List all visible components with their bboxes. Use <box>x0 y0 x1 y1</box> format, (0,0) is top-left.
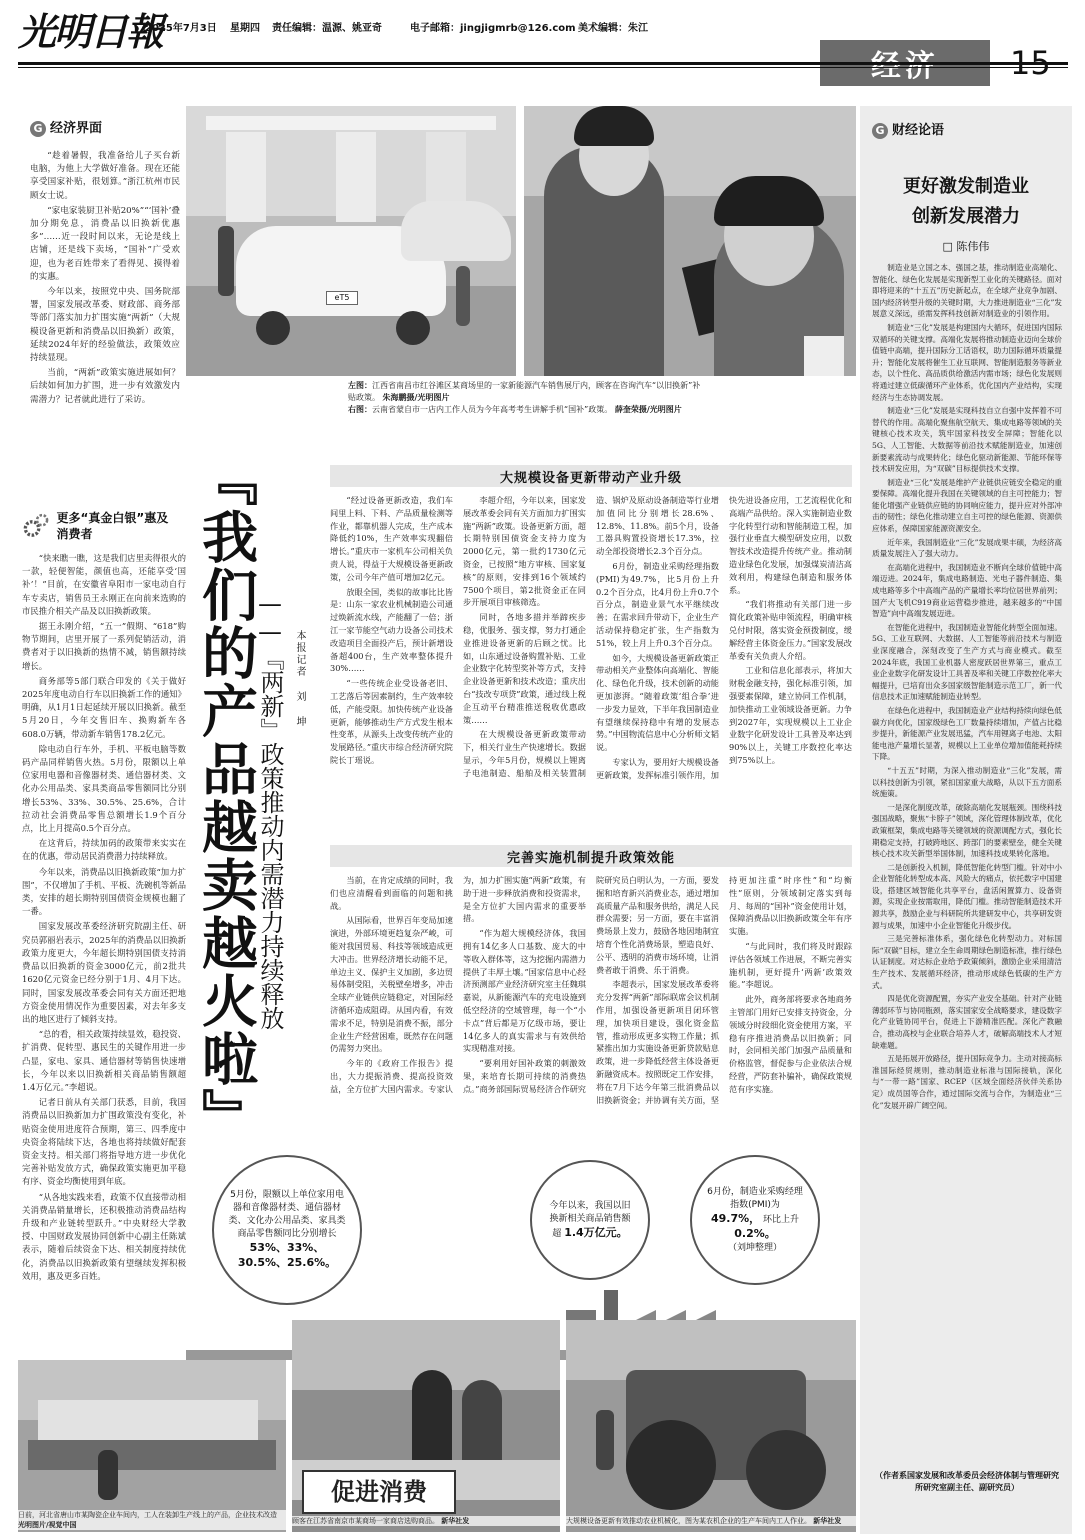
gear-icon <box>22 509 50 543</box>
body-paragraph: 三是完善标准体系，强化绿色化转型动力。对标国际“双碳”目标，建立全生命周期绿色制造标准，推行绿色认证制度。对达标企业给予政策倾斜，激励企业采用清洁生产技术、发展循环经济，推动形成绿色低碳的生产方式。 <box>872 934 1062 990</box>
section-heading-equipment <box>330 465 852 487</box>
body-paragraph: 国家发展改革委经济研究院副主任、研究员郭丽岩表示，2025年的消费品以旧换新政策力度更大，今年超长期特别国债支持消费品以旧换新的资金3000亿元，前2批共1620亿元资金已经分别于1月、4月下达。同时，国家发展改革委会同有关方面还把地方资金使用情况作为重要因素，对去年多支出的地区进行了倾斜支持。 <box>22 921 186 1024</box>
headline-subtitle: ——『两新』政策推动内需潜力持续释放 <box>256 590 284 1030</box>
g-logo-icon: G <box>30 121 46 137</box>
intro-paragraph: 今年以来，按照党中央、国务院部署，国家发展改革委、财政部、商务部等部门落实加力扩围实施“两新”（大规模设备更新和消费品以旧换新）政策，延续2024年好的经验做法，政策效应持续显现。 <box>30 287 180 364</box>
body-paragraph: 李超介绍，今年以来，国家发展改革委会同有关方面加力扩围实施“两新”政策。设备更新方面，超长期特别国债资金支持力度为2000亿元，第一批约1730亿元资金，已按照“地方审核、国家复核”的原则，安排到16个领域约7500个项目，第2批资金正在同步开展项目审核筛选。 <box>463 495 586 608</box>
body-paragraph: “与此同时，我们将及时跟踪评估各领域工作进展，不断完善实施机制，更好提升‘两新’政策效能。”李超说。 <box>729 940 852 990</box>
opinion-body <box>872 262 1062 1460</box>
body-paragraph: 在这背后，持续加码的政策带来实实在在的优惠，带动居民消费潜力持续释放。 <box>22 838 186 862</box>
opinion-author-note: （作者系国家发展和改革委员会经济体制与管理研究所研究室副主任、副研究员） <box>875 1471 1059 1492</box>
caption-text: 江西省南昌市红谷滩区某商场里的一家新能源汽车销售展厅内，顾客在咨询汽车“以旧换新”补贴政策。 <box>348 381 701 402</box>
issue-weekday: 星期四 <box>230 23 260 34</box>
main-headline: 『我们的产品越卖越火啦』 <box>193 450 259 1146</box>
body-paragraph: 制造业“三化”发展是实现科技自立自强中发挥着不可替代的作用。高端化聚焦航空航天、集成电路等领域的关键核心技术攻关，筑牢国家科技安全屏障；智能化以5G、人工智能、大数据等前沿技术赋能制造业，加速创新要素流动与成果转化；绿色化驱动新能源、节能环保等技术研发应用，为“双碳”目标提供技术支撑。 <box>872 406 1062 474</box>
caption-label: 左图： <box>348 381 372 390</box>
body-paragraph: 制造业“三化”发展是维护产业链供应链安全稳定的重要保障。高端化提升我国在关键领域的自主可控能力；智能化增强产业链供应链的协同响应能力，提升应对外部冲击的韧性；绿色化推动建立自主可控的绿色能源、资源供应体系，保障国家能源资源安全。 <box>872 477 1062 534</box>
stat-text: 6月份，制造业采购经理指数(PMI)为 <box>707 1186 803 1210</box>
body-paragraph: 在智能化进程中，我国制造业智能化转型全面加速。5G、工业互联网、大数据、人工智能等前沿技术与制造业深度融合，深刻改变了生产方式与商业模式。截至2024年底，我国工业机器人密度跃居世界第三，重点工业企业数字化研发设计工具普及率和关键工序数控化率大幅提升，已培育出众多国家级智能制造示范工厂，新一代信息技术正加速赋能制造业转型。 <box>872 622 1062 702</box>
body-paragraph: 此外，商务部将要求各地商务主管部门用好已安排支持资金，分领域分时段细化资金使用方案，平稳有序推进消费品以旧换新；同时，会同相关部门加强产品质量和价格监管，督促参与企业依法合规经营，严防套补骗补，确保政策规范有序实施。 <box>729 994 852 1094</box>
section1-body <box>330 494 852 834</box>
body-paragraph: 制造业是立国之本、强国之基，推动制造业高端化、智能化、绿色化发展是实现新型工业化的关键路径。面对即将迎来的“十五五”历史新起点，在全球产业竞争加剧、国内经济转型升级的关键时期，大力推进制造业“三化”发展意义深远，亟需发挥科技创新对制造业的引领作用。 <box>872 263 1062 319</box>
caption-left <box>348 380 708 404</box>
photo-ceramic-factory <box>18 1360 286 1532</box>
body-paragraph: 二是创新投入机制，降低智能化转型门槛。针对中小企业智能化转型成本高、风险大的痛点，依托数字中国建设，搭建区域智能化共享平台，盘活闲置算力、设备资源，实现企业按需取用，降低门槛。推动智能制造技术开源共享，鼓励企业与科研院所共建研发中心，共享研发资源与成果，加速中小企业智能化升级步伐。 <box>872 862 1062 930</box>
column-label-text: 财经论语 <box>892 123 945 138</box>
intro-paragraph: “趁着暑假，我准备给儿子买台新电脑，为他上大学做好准备。现在还能享受国家补贴，很划算。”浙江杭州市民顾女士说。 <box>30 151 180 201</box>
column-label-text: 经济界面 <box>50 121 103 136</box>
subhead-more-gold <box>22 505 180 547</box>
body-paragraph: “作为超大规模经济体，我国拥有14亿多人口基数、庞大的中等收入群体等，这为挖掘内需潜力提供了丰厚土壤。”国家信息中心经济预测部产业经济研究室主任魏琪嘉说，从新能源汽车的充电设施到低空经济的空域管理，每一个“小卡点”背后都是万亿级市场，要让14亿多人的真实需求与有效供给实现精准对接。 <box>463 928 586 1054</box>
body-paragraph: 制造业“三化”发展是构建国内大循环，促进国内国际双循环的关键支撑。高端化发展将推动制造业迈向全球价值链中高端，提升国际分工话语权，助力国际循环质量提升；智能化发展将催生工业互联网、智能制造服务等新业态，以个性化、高品质供给激活内需市场；绿色化发展则将通过建立低碳循环产业体系，优化国内产业结构，实现经济与生态协调发展。 <box>872 322 1062 402</box>
body-paragraph: 四是优化资源配置，夯实产业安全基础。针对产业链薄弱环节与协同瓶颈，落实国家安全战略要求，建设数字化产业链协同平台，促进上下游精准匹配。深化产教融合，推动高校与企业联合培养人才，破解高端技术人才短缺难题。 <box>872 994 1062 1050</box>
car-plate: eT5 <box>326 291 358 305</box>
opinion-title <box>860 172 1072 232</box>
stat-value: 49.7%， <box>710 1211 761 1225</box>
opinion-title-line: 创新发展潜力 <box>912 206 1020 227</box>
header-rule <box>18 62 1068 65</box>
photo-credit: 新华社发 <box>441 1517 470 1525</box>
stat-credit: （刘坤整理） <box>727 1242 782 1253</box>
left-body-text <box>22 552 186 1297</box>
opinion-title-line: 更好激发制造业 <box>903 176 1029 197</box>
photo-phone-store <box>524 106 856 376</box>
body-paragraph: 商务部等5部门联合印发的《关于做好2025年度电动自行车以旧换新工作的通知》明确，从1月1日起延续开展以旧换新。截至5月20日，今年交售旧车、换购新车各608.0万辆，带动新车销售178.2亿元。 <box>22 675 186 739</box>
column-label-jingjijiemian <box>30 120 102 138</box>
bottom-caption-3 <box>566 1516 856 1526</box>
g-logo-icon: G <box>872 123 888 139</box>
body-paragraph: “十五五”时期，为深入推动制造业“三化”发展，需以科技创新为引领，紧扣国家重大战略，从以下五方面系统施策。 <box>872 765 1062 799</box>
body-paragraph: 近年来，我国制造业“三化”发展成果丰硕，为经济高质量发展注入了强大动力。 <box>872 537 1062 559</box>
header-rule-thin <box>18 67 1068 68</box>
photo-car-showroom <box>186 106 516 376</box>
body-paragraph: 工业和信息化部表示，将加大财税金融支持，强化标准引领，加强要素保障，建立协同工作机制，加快推动工业领域设备更新。力争到2027年，实现规模以上工业企业数字化研发设计工具普及率达到90%以上，关键工序数控化率达到75%以上。 <box>729 665 852 765</box>
body-paragraph: “从各地实践来看，政策不仅直接带动相关消费品销量增长，还积极推动消费品结构升级和产业链转型跃升。”中央财经大学教授、中国财政发展协同创新中心副主任陈斌表示，随着后续资金下达、相关制度持续优化，消费品以旧换新政策有望继续发挥积极效用，惠及更多百姓。 <box>22 1191 186 1281</box>
body-paragraph: 记者日前从有关部门获悉，目前，我国消费品以旧换新加力扩围政策没有变化，补贴资金使用进度符合预期，第三、四季度中央资金将陆续下达，各地也将持续做好配套资金支持。相关部门将指导地方进一步优化完善补贴发放方式，确保政策实施更加平稳有序、资金均衡使用到年底。 <box>22 1097 186 1187</box>
body-paragraph: 同时，各地多措并举蹄疾步稳，优服务、强支撑，努力打通企业推进设备更新的后顾之忧。比如，山东通过设备购置补贴、工业企业数字化转型奖补等方式，支持企业设备更新和技术改造；重庆出台“技改专项贷”政策，通过线上税企互动平台精准推送税收优惠政策…… <box>463 612 586 725</box>
responsible-editor: 责任编辑：温源、姚亚奇 <box>272 23 382 34</box>
caption-text: 日前，河北省唐山市某陶瓷企业车间内，工人在装卸生产线上的产品，企业技术改造 <box>18 1511 277 1519</box>
stat-circle-tradein-content <box>546 1200 634 1241</box>
body-paragraph: 一是深化制度改革，破除高端化发展瓶颈。围绕科技强国战略，聚焦“卡脖子”领域，深化管理体制改革，优化政策框架，集成电路等关键领域的资源调配方式，强化长期稳定支持，打破跨地区、跨部门的要素壁垒，健全关键核心技术攻关新型举国体制，加速科技成果转化落地。 <box>872 802 1062 859</box>
caption-text: 顾客在江苏省南京市某商场一家商店选购商品。 <box>292 1517 439 1525</box>
body-paragraph: “我们将推动有关部门进一步简化政策补贴申领流程，明确审核兑付时限，落实资金预拨制度，缓解经营主体资金压力。”国家发展改革委有关负责人介绍。 <box>729 599 852 661</box>
byline: 本报记者 刘 坤 <box>294 630 305 728</box>
caption-text: 大规模设备更新有效推动农业机械化，图为某农机企业的生产车间内工人作业。 <box>566 1517 811 1525</box>
body-paragraph: 除电动自行车外，手机、平板电脑等数码产品同样销售火热。5月份，限额以上单位家用电器和音像器材类、通信器材类、文化办公用品类、家具类商品零售额同比分别增长53%、33%、30.5%、25.6%，合计拉动社会消费品零售总额增长1.9个百分点，比上月提高0.5个百分点。 <box>22 743 186 834</box>
body-paragraph: 在大规模设备更新政策带动下，相关行业生产快速增长。数据显示，今年5月份，规模以上锂离子电池制造、船舶及相关装置制造、锅炉及原动设备制造等行业增加值同比分别增长28.6%、12.8%、11.8%。前5个月，设备工器具购置投资增长17.3%，拉动全部投资增长2.3个百分点。 <box>463 495 719 778</box>
body-paragraph: 李超表示，国家发展改革委将充分发挥“两新”部际联席会议机制作用，加强设备更新项目闭环管理，加快项目建设，强化资金监管，推动形成更多实物工作量；抓紧推出加力实施设备更新贷款贴息政策，进一步降低经营主体设备更新融资成本。按照既定工作安排，将在7月下达今年第三批消费品以旧换新资金；并协调有关方面，坚持更加注重“时序性”和“均衡性”原则，分领域制定落实到每月、每周的“国补”资金使用计划，保障消费品以旧换新政策全年有序实施。 <box>596 875 852 1105</box>
body-paragraph: “一些传统企业受设备老旧、工艺落后等因素制约，生产效率较低，产能受限。加快传统产业设备更新，能够推动生产方式发生根本性变革，从源头上改变传统产业的发展路径。”重庆市综合经济研究院院长丁瑶说。 <box>330 678 453 765</box>
issue-date: 2025年7月3日 <box>145 23 217 34</box>
body-paragraph: “经过设备更新改造，我们车间里上料、下料、产品质量检测等作业，都靠机器人完成，生产成本降低约10%，生产效率实现翻倍增长。”重庆市一家机车公司相关负责人说，得益于大规模设备更新政策，公司今年产值可增加2亿元。 <box>330 495 453 582</box>
editor-email: 电子邮箱：jingjigmrb@126.com <box>410 23 576 34</box>
stat-value: 0.2%。 <box>734 1226 776 1240</box>
section-heading-mechanism <box>330 845 852 867</box>
body-paragraph: 五是拓展开放路径，提升国际竞争力。主动对接高标准国际经贸规则，推动制造业标准与国际接轨，深化与“一带一路”国家、RCEP（区域全面经济伙伴关系协定）成员国等合作，通过国际交流与合作，为制造业“三化”发展开辟广阔空间。 <box>872 1054 1062 1110</box>
intro-paragraph: 当前，“两新”政策实施进展如何？后续如何加力扩围，进一步有效激发内需潜力？记者就此进行了采访。 <box>30 368 180 405</box>
body-paragraph: “要利用好国补政策的刺激效果，来培育长期可持续的消费热点。”商务部国际贸易经济合作研究院研究员白明认为，一方面，要发掘和培育新兴消费业态，通过增加高质量产品和服务供给，满足人民群众需要；另一方面，要在丰富消费场景上发力，鼓励各地因地制宜培育个性化消费场景，塑造良好、公平、透明的消费市场环境，让消费者敢于消费、乐于消费。 <box>463 875 719 1094</box>
stat-value: 1.4万亿元。 <box>564 1225 628 1239</box>
body-paragraph: 据王永刚介绍，“五一”假期、“618”购物节期间，店里开展了一系列促销活动，消费者对于以旧换新的热情不减，销售额持续增长。 <box>22 621 186 671</box>
stat-circle-pmi-content <box>706 1186 804 1255</box>
bottom-caption-1 <box>18 1510 286 1530</box>
caption-label: 右图： <box>348 405 372 414</box>
body-paragraph: 今年的《政府工作报告》提出，大力提振消费、提高投资效益，全方位扩大国内需求。专家认为，加力扩围实施“两新”政策，有助于进一步释放消费和投资需求，是全方位扩大国内需求的重要举措。 <box>330 875 586 1094</box>
stat-text: 5月份，限额以上单位家用电器和音像器材类、通信器材类、文化办公用品类、家具类商品零售额同比分别增长 <box>228 1190 346 1239</box>
body-paragraph: 今年以来，消费品以旧换新政策“加力扩围”，不仅增加了手机、平板、洗碗机等新品类，安排的超长期特别国债资金规模也翻了一番。 <box>22 866 186 917</box>
body-paragraph: 当前，在肯定成绩的同时，我们也应清醒看到面临的问题和挑战。 <box>330 875 453 911</box>
bottom-caption-2 <box>292 1516 560 1526</box>
stat-circle-pmi <box>690 1155 820 1285</box>
body-paragraph: 6月份，制造业采购经理指数(PMI)为49.7%，比5月份上升0.2个百分点，比4月份上升0.7个百分点，制造业景气水平继续改善；在需求回升带动下，企业生产活动保持稳定扩张，生产指数为51%，较上月上升0.3个百分点。 <box>596 560 719 648</box>
caption-text: 云南省蒙自市一店内工作人员为今年高考考生讲解手机“国补”政策。 <box>372 405 613 414</box>
stat-value: 53%、33%、30.5%、25.6%。 <box>237 1241 337 1269</box>
photo-credit: 薛奎荣摄/光明图片 <box>614 405 682 414</box>
photo-credit: 新华社发 <box>813 1517 842 1525</box>
stat-text: 环比上升 <box>763 1214 800 1225</box>
intro-paragraph: “家电家装厨卫补贴20%”“‘国补’叠加分期免息，消费品以旧换新优惠多”……近一段时间以来，无论是线上店铺，还是线下卖场，“国补”广受欢迎，也为老百姓带来了看得见、摸得着的实惠。 <box>30 205 180 282</box>
body-paragraph: “总的看，相关政策持续显效，稳投资、扩消费、促转型、惠民生的关键作用进一步凸显，家电、家具、通信器材等销售快速增长，今年以来以旧换新相关商品销售额超1.4万亿元。”李超说。 <box>22 1029 186 1092</box>
body-paragraph: 如今，大规模设备更新政策正带动相关产业整体向高端化、智能化、绿色化升级，技术创新的动能更加澎湃。“随着政策‘组合拳’进一步发力显效，下半年我国制造业有望继续保持稳中有增的发展态势。”中国物流信息中心分析师文韬说。 <box>596 652 719 753</box>
body-paragraph: 在高端化进程中，我国制造业不断向全球价值链中高端迈进。2024年，集成电路制造、光电子器件制造、集成电路等多个中高端产品的产量增长率均位居世界前列；国产大飞机C919商业运营稳步推进，越来越多的“中国智造”向中高端发展迈进。 <box>872 562 1062 619</box>
top-photo-caption <box>348 380 708 416</box>
newspaper-logo: 光明日報 <box>18 9 163 54</box>
column-label-caijinglunyu <box>872 122 944 140</box>
section-heading-text: 大规模设备更新带动产业升级 <box>499 470 682 486</box>
section2-body <box>330 874 852 1154</box>
photo-credit: 光明图片/视觉中国 <box>18 1521 77 1529</box>
stat-circle-retail-content <box>228 1189 346 1271</box>
subhead-text: 更多“真金白银”惠及消费者 <box>56 511 169 541</box>
photo-shopping <box>292 1320 560 1532</box>
stat-circle-tradein <box>530 1160 650 1280</box>
caption-right <box>348 404 708 416</box>
intro-text <box>30 150 180 490</box>
promo-banner: 促进消费 <box>302 1470 456 1514</box>
art-editor: 美术编辑：朱江 <box>578 23 648 34</box>
opinion-author: □ 陈伟伟 <box>942 240 990 253</box>
body-paragraph: “快来瞧一瞧，这是我们店里卖得很火的一款，轻便智能，颜值也高，还能享受‘国补’！”目前，在安徽省阜阳市一家电动自行车专卖店，销售员王永刚正在向前来选购的市民推介相关产品及以旧换新政策。 <box>22 553 186 616</box>
body-paragraph: 从国际看，世界百年变局加速演进，外部环境更趋复杂严峻，可能对我国贸易、科技等领域造成更大冲击。世界经济增长动能不足，单边主义、保护主义加剧，多边贸易体制受阻，关税壁垒增多，冲击全球产业链供应链稳定，对国际经济循环造成阻碍。从国内看，有效需求不足，特别是消费不振，部分企业生产经营困难，既然存在问题仍需努力突出。 <box>330 915 453 1054</box>
body-paragraph: 在绿色化进程中，我国制造业产业结构持续向绿色低碳方向优化，国家级绿色工厂数量持续增加，产值占比稳步提升，新能源产业发展迅猛，汽车用锂离子电池、太阳能电池产量增长显著，规模以上工业单位增加值能耗持续下降。 <box>872 705 1062 762</box>
stat-circle-retail <box>212 1155 362 1305</box>
stat-text: 今年以来，我国以旧换新相关商品销售额超 <box>549 1200 631 1239</box>
body-paragraph: 专家认为，要用好大规模设备更新政策，发挥标准引领作用，加快先进设备应用，工艺流程优化和高端产品供给。深入实施制造业数字化转型行动和智能制造工程，加强行业垂直大模型研发应用，以数智技术改造提升传统产业。推动制造业绿色化发展，加强煤炭清洁高效利用，构建绿色制造和服务体系。 <box>596 495 852 780</box>
photo-tractor-factory <box>566 1320 856 1532</box>
section-heading-text: 完善实施机制提升政策效能 <box>506 850 675 866</box>
body-paragraph: 放眼全国，类似的故事比比皆是：山东一家农业机械制造公司通过焕新流水线，产能翻了一倍；浙江一家节能空气动力设备公司技术改造项目全面投产后，预计新增设备超400台，生产效率整体提升30%…… <box>330 586 453 674</box>
photo-credit: 朱海鹏摄/光明图片 <box>382 393 450 402</box>
